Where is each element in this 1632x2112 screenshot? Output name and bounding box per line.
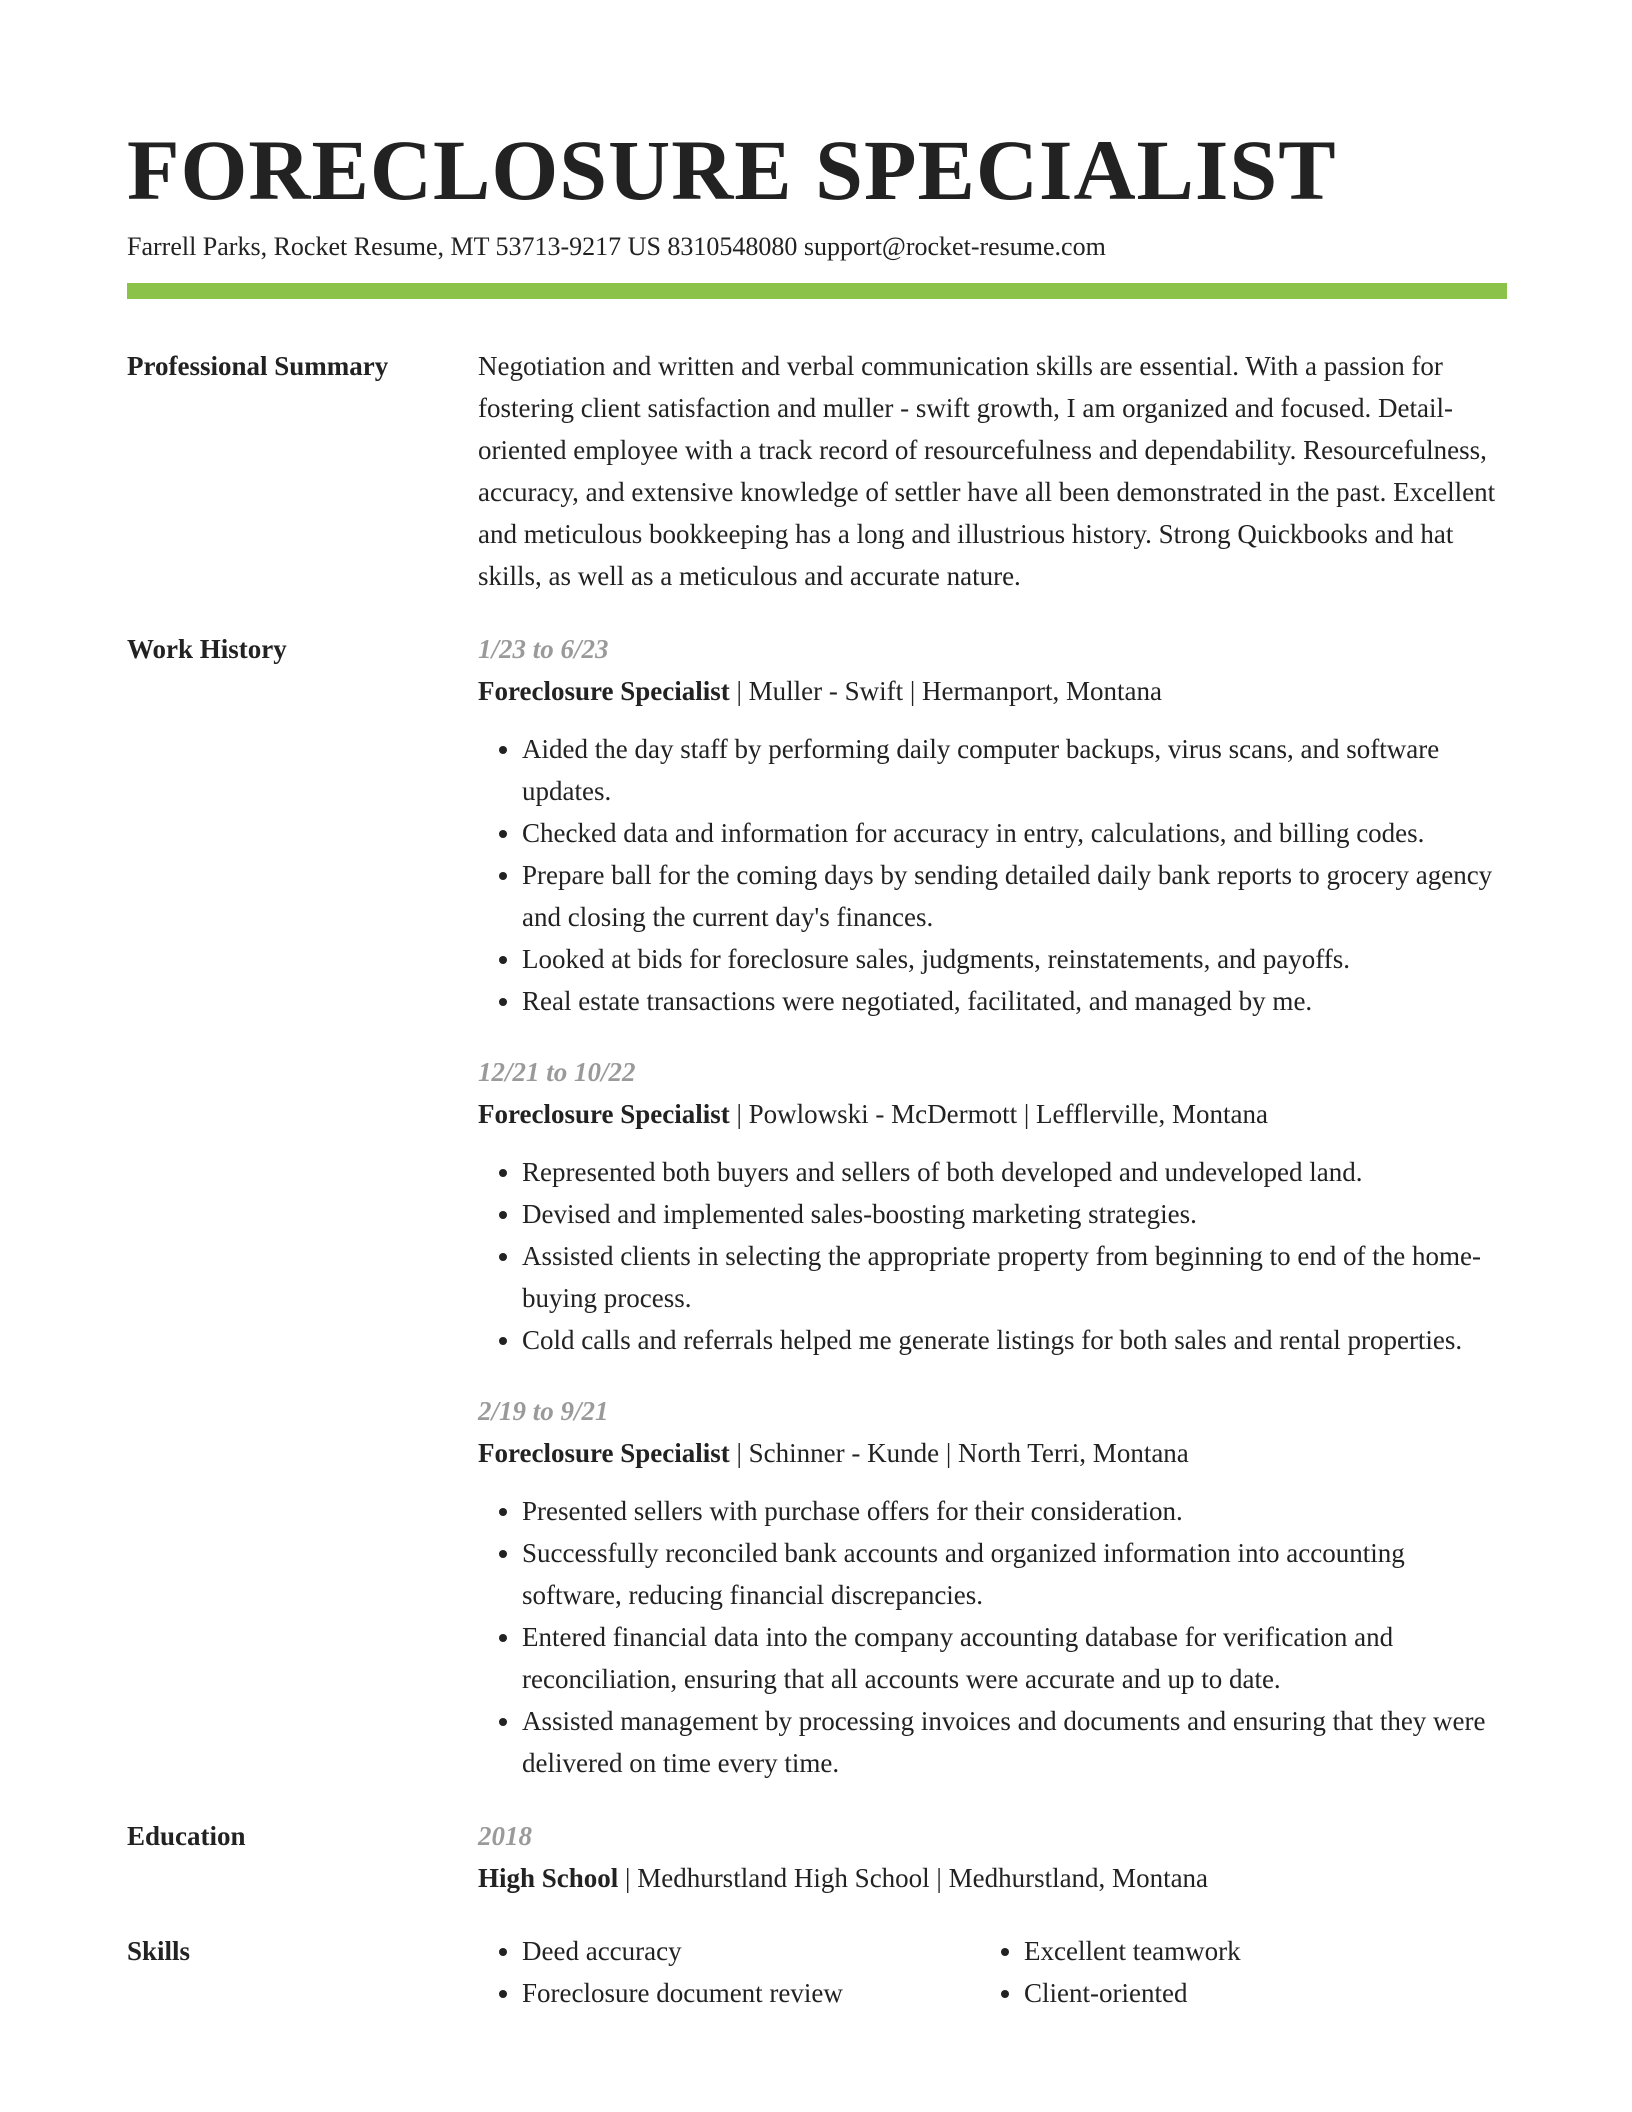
skills-column [478, 1930, 980, 2014]
education-section [127, 1815, 1507, 1899]
list-item: • Looked at bids for foreclosure sales, judgments, reinstatements, and payoffs. [522, 938, 1507, 980]
job-entry [478, 1390, 1507, 1784]
list-item: • Cold calls and referrals helped me generate listings for both sales and rental properties. [522, 1319, 1507, 1361]
job-details: | Schinner - Kunde | North Terri, Montana [729, 1438, 1189, 1468]
job-heading [478, 670, 1507, 712]
list-item: • Client-oriented [1024, 1972, 1482, 2014]
job-details: | Muller - Swift | Hermanport, Montana [729, 676, 1162, 706]
job-title: Foreclosure Specialist [478, 1438, 730, 1468]
list-item: • Represented both buyers and sellers of both developed and undeveloped land. [522, 1151, 1507, 1193]
list-item: • Assisted clients in selecting the appropriate property from beginning to end of the home-buying process. [522, 1235, 1507, 1319]
skills-column [980, 1930, 1482, 2014]
list-item: • Successfully reconciled bank accounts and organized information into accounting software, reducing financial discrepancies. [522, 1532, 1507, 1616]
list-item: • Aided the day staff by performing daily computer backups, virus scans, and software updates. [522, 728, 1507, 812]
list-item: • Checked data and information for accuracy in entry, calculations, and billing codes. [522, 812, 1507, 854]
education-degree: High School [478, 1863, 619, 1893]
list-item: • Prepare ball for the coming days by sending detailed daily bank reports to grocery agency and closing the current day's finances. [522, 854, 1507, 938]
summary-section [127, 345, 1507, 597]
job-bullets [478, 728, 1507, 1022]
job-bullets [478, 1490, 1507, 1784]
list-item: • Entered financial data into the company accounting database for verification and reconciliation, ensuring that all accounts were accurate and up to date. [522, 1616, 1507, 1700]
skills-section [127, 1930, 1507, 2014]
job-entry [478, 1051, 1507, 1361]
list-item: • Presented sellers with purchase offers for their consideration. [522, 1490, 1507, 1532]
job-heading [478, 1432, 1507, 1474]
summary-label: Professional Summary [127, 351, 389, 381]
summary-text: Negotiation and written and verbal communication skills are essential. With a passion for fostering client satisfaction and muller - swift growth, I am organized and focused. Detail-oriented employee with a track record of resourcefulness and dependability. Resourcefulness, accuracy, and extensive knowledge of settler have all been demonstrated in the past. Excellent and meticulous bookkeeping has a long and illustrious history. Strong Quickbooks and hat skills, as well as a meticulous and accurate nature. [478, 351, 1496, 591]
job-heading [478, 1093, 1507, 1135]
page-title: FORECLOSURE SPECIALIST [127, 122, 1337, 218]
work-history-label: Work History [127, 634, 287, 664]
list-item: • Real estate transactions were negotiated, facilitated, and managed by me. [522, 980, 1507, 1022]
work-history-section [127, 628, 1507, 1784]
work-history-body [478, 628, 1507, 1784]
education-heading [478, 1857, 1507, 1899]
header-divider [127, 283, 1507, 299]
education-label: Education [127, 1821, 246, 1851]
job-bullets [478, 1151, 1507, 1361]
skills-grid [478, 1930, 1507, 2014]
education-body [478, 1815, 1507, 1899]
list-item: • Assisted management by processing invoices and documents and ensuring that they were delivered on time every time. [522, 1700, 1507, 1784]
list-item: • Deed accuracy [522, 1930, 980, 1972]
summary-body [478, 345, 1507, 597]
job-dates: 1/23 to 6/23 [478, 634, 609, 664]
job-dates: 2/19 to 9/21 [478, 1396, 609, 1426]
list-item: • Excellent teamwork [1024, 1930, 1482, 1972]
education-details: | Medhurstland High School | Medhurstland, Montana [618, 1863, 1209, 1893]
skills-label: Skills [127, 1936, 191, 1966]
list-item: • Foreclosure document review [522, 1972, 980, 2014]
job-title: Foreclosure Specialist [478, 676, 730, 706]
education-year: 2018 [478, 1821, 532, 1851]
contact-line: Farrell Parks, Rocket Resume, MT 53713-9217 US 8310548080 support@rocket-resume.com [127, 232, 1106, 261]
job-details: | Powlowski - McDermott | Lefflerville, Montana [729, 1099, 1268, 1129]
job-dates: 12/21 to 10/22 [478, 1057, 636, 1087]
skills-body [478, 1930, 1507, 2014]
list-item: • Devised and implemented sales-boosting marketing strategies. [522, 1193, 1507, 1235]
job-title: Foreclosure Specialist [478, 1099, 730, 1129]
job-entry [478, 628, 1507, 1022]
